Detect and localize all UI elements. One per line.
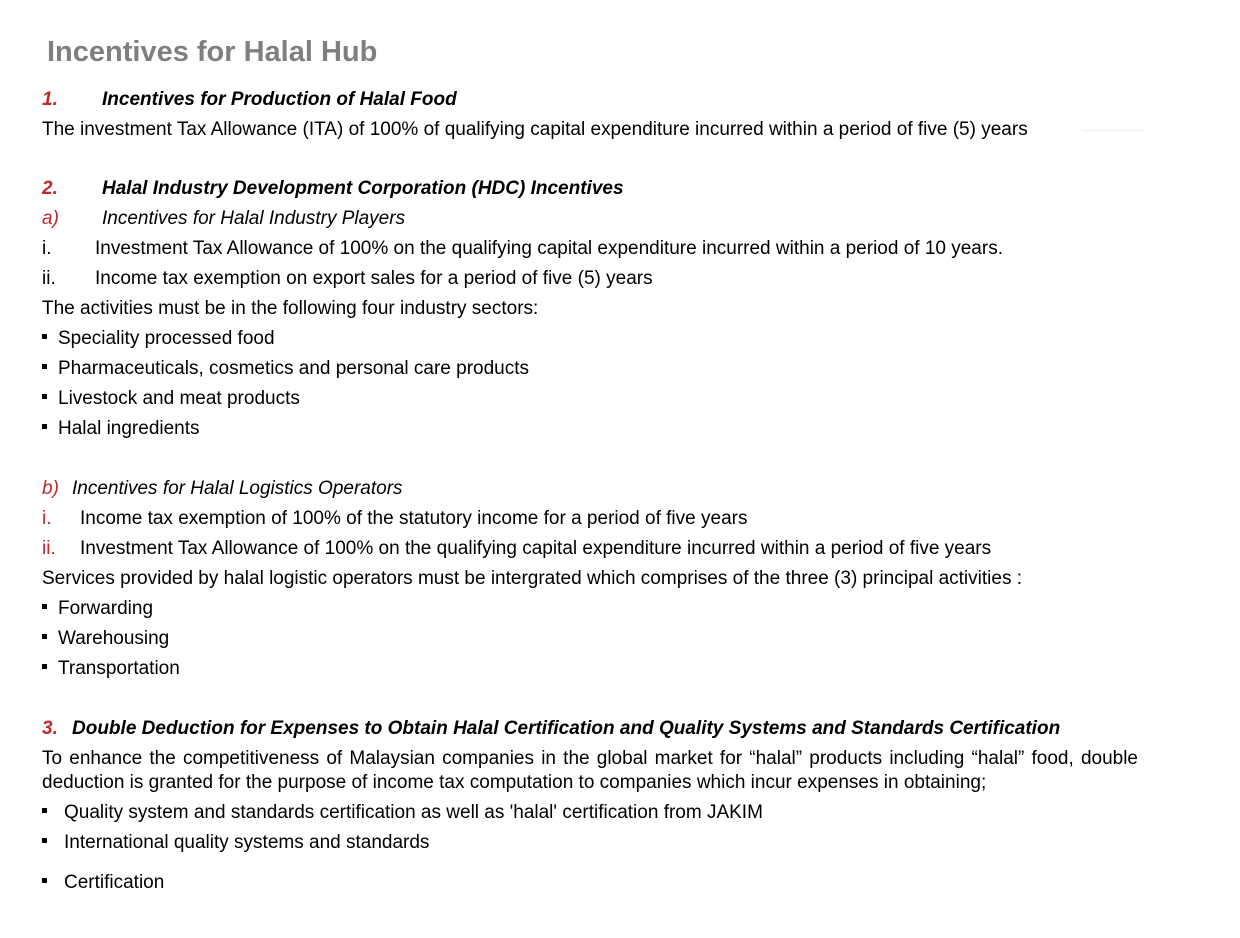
list-item-marker: ii.: [42, 538, 56, 559]
divider: [1082, 130, 1144, 131]
list-item-text: Investment Tax Allowance of 100% on the qualifying capital expenditure incurred within a period of 10 years.: [95, 238, 1003, 259]
activities-intro: Services provided by halal logistic operators must be intergrated which comprises of the three (3) principal activities :: [42, 568, 1023, 589]
subsection-a-heading: [42, 207, 405, 231]
list-item-text: Income tax exemption of 100% of the statutory income for a period of five years: [80, 508, 748, 529]
bullet-text: Quality system and standards certification as well as 'halal' certification from JAKIM: [64, 802, 763, 823]
list-item: [42, 237, 1003, 261]
bullet-icon: [42, 838, 47, 843]
section-3-heading: [42, 717, 1060, 741]
bullet-item: [42, 357, 529, 381]
list-item: [42, 537, 991, 561]
bullet-icon: [42, 604, 47, 609]
bullet-item: [42, 597, 153, 621]
list-item: [42, 267, 653, 291]
bullet-text: Forwarding: [58, 598, 154, 619]
section-2-heading: [42, 177, 624, 201]
bullet-text: Halal ingredients: [58, 418, 200, 439]
bullet-icon: [42, 364, 47, 369]
subsection-a-title: Incentives for Halal Industry Players: [102, 208, 406, 229]
bullet-icon: [42, 394, 47, 399]
list-item: [42, 507, 747, 531]
list-item-text: Income tax exemption on export sales for a period of five (5) years: [95, 268, 653, 289]
bullet-item: [42, 831, 429, 855]
bullet-item: [42, 387, 300, 411]
section-1-title: Incentives for Production of Halal Food: [102, 89, 457, 110]
section-3-number: 3.: [42, 718, 58, 739]
bullet-text: International quality systems and standards: [64, 832, 430, 853]
bullet-icon: [42, 334, 47, 339]
bullet-icon: [42, 634, 47, 639]
bullet-item: [42, 417, 200, 441]
bullet-item: [42, 627, 169, 651]
list-item-marker: i.: [42, 508, 52, 529]
bullet-item: [42, 327, 275, 351]
bullet-text: Livestock and meat products: [58, 388, 300, 409]
section-1-heading: [42, 88, 457, 112]
section-2-number: 2.: [42, 178, 58, 199]
list-item-marker: ii.: [42, 268, 56, 289]
section-2-title: Halal Industry Development Corporation (HDC) Incentives: [102, 178, 624, 199]
bullet-item: [42, 871, 164, 895]
section-3-text: To enhance the competitiveness of Malaysian companies in the global market for “halal” products including “halal” food, double deduction is granted for the purpose of income tax computation to companies which incur expenses in obtaining;: [42, 748, 1138, 793]
section-3-title: Double Deduction for Expenses to Obtain Halal Certification and Quality Systems and Standards Certification: [72, 718, 1061, 739]
subsection-b-marker: b): [42, 478, 59, 499]
bullet-item: [42, 801, 763, 825]
section-1-text: The investment Tax Allowance (ITA) of 100% of qualifying capital expenditure incurred within a period of five (5) years: [42, 119, 1028, 140]
bullet-text: Warehousing: [58, 628, 170, 649]
bullet-icon: [42, 664, 47, 669]
subsection-b-title: Incentives for Halal Logistics Operators: [72, 478, 403, 499]
bullet-icon: [42, 878, 47, 883]
bullet-text: Certification: [64, 872, 165, 893]
bullet-text: Speciality processed food: [58, 328, 275, 349]
sectors-intro: The activities must be in the following four industry sectors:: [42, 298, 539, 319]
bullet-text: Transportation: [58, 658, 180, 679]
page-title: Incentives for Halal Hub: [47, 36, 378, 68]
list-item-marker: i.: [42, 238, 52, 259]
list-item-text: Investment Tax Allowance of 100% on the qualifying capital expenditure incurred within a period of five years: [80, 538, 992, 559]
section-1-number: 1.: [42, 89, 58, 110]
bullet-icon: [42, 424, 47, 429]
bullet-text: Pharmaceuticals, cosmetics and personal care products: [58, 358, 530, 379]
subsection-a-marker: a): [42, 208, 59, 229]
bullet-item: [42, 657, 180, 681]
bullet-icon: [42, 808, 47, 813]
subsection-b-heading: [42, 477, 403, 501]
